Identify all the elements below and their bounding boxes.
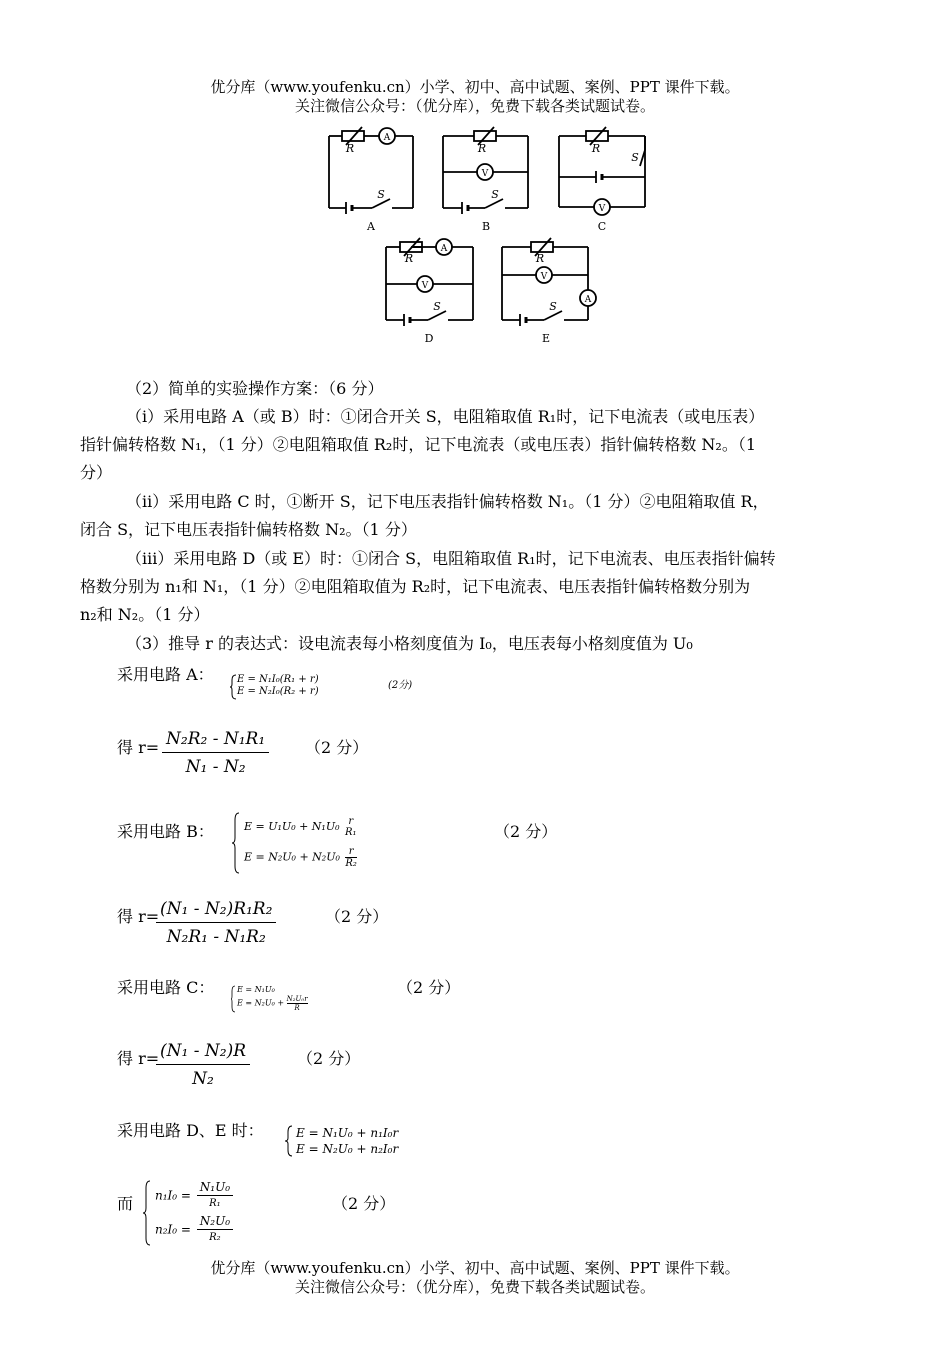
method-er-eq1-left: n₁I₀ = xyxy=(155,1188,191,1203)
method-er-eq1-frac-num: N₁U₀ xyxy=(197,1180,233,1196)
circuit-e-ammeter-letter: A xyxy=(584,295,592,305)
method-c-eq2-frac-num: N₂U₀r xyxy=(286,995,308,1003)
method-b-score: （2 分） xyxy=(494,822,558,841)
method-a-eq1: E = N₁I₀(R₁ + r) xyxy=(237,674,319,685)
method-b-result-fraction xyxy=(156,899,276,947)
section2-ii-line2: 闭合 S，记下电压表指针偏转格数 N₂。（1 分） xyxy=(80,520,417,539)
method-er-eq2-left: n₂I₀ = xyxy=(155,1222,191,1237)
method-b-label: 采用电路 B： xyxy=(117,822,214,841)
method-a-eq2: E = N₂I₀(R₂ + r) xyxy=(237,686,319,697)
method-b-eq1 xyxy=(244,816,357,838)
method-a-label: 采用电路 A： xyxy=(117,665,214,684)
footer-line-1: 优分库（www.youfenku.cn）小学、初中、高中试题、案例、PPT 课件下载。 xyxy=(210,1259,740,1277)
method-a-system xyxy=(237,674,319,698)
method-er-eq2-frac-num: N₂U₀ xyxy=(197,1214,233,1230)
method-de-eq1: E = N₁U₀ + n₁I₀r xyxy=(296,1126,399,1140)
circuit-d-s-label: S xyxy=(433,300,441,313)
circuit-c-r-label: R xyxy=(591,142,601,155)
circuit-e-s-label: S xyxy=(549,300,557,313)
method-b-result-numerator: (N₁ - N₂)R₁R₂ xyxy=(156,899,276,923)
circuit-c-caption: C xyxy=(597,220,607,233)
circuit-c-voltmeter-letter: V xyxy=(598,204,606,214)
method-c-eq1: E = N₁U₀ xyxy=(237,985,275,994)
method-a-result-prefix: 得 r= xyxy=(117,738,160,757)
method-b-eq2 xyxy=(244,846,357,869)
method-b-result-score: （2 分） xyxy=(325,907,389,926)
method-c-result-numerator: (N₁ - N₂)R xyxy=(156,1041,250,1065)
circuit-d-ammeter-letter: A xyxy=(440,244,448,254)
method-a-result-fraction xyxy=(162,729,269,777)
circuit-d-caption: D xyxy=(424,332,434,345)
circuit-d xyxy=(386,238,473,326)
section2-i-line2: 指针偏转格数 N₁，（1 分）②电阻箱取值 R₂时，记下电流表（或电压表）指针偏转格数 N₂。（1 xyxy=(80,435,756,454)
method-de-label: 采用电路 D、E 时： xyxy=(117,1121,264,1140)
method-c-score: （2 分） xyxy=(397,978,461,997)
method-c-result-fraction xyxy=(156,1041,250,1089)
method-er-eq1 xyxy=(155,1180,233,1211)
circuit-b-r-label: R xyxy=(477,142,487,155)
section2-i-line3: 分） xyxy=(80,463,113,482)
section2-iii-line2: 格数分别为 n₁和 N₁，（1 分）②电阻箱取值为 R₂时，记下电流表、电压表指针偏转格数分别为 xyxy=(80,577,751,596)
method-b-result-denominator: N₂R₁ - N₁R₂ xyxy=(166,927,266,947)
circuit-e-caption: E xyxy=(541,332,551,345)
method-b-eq1-frac-num: r xyxy=(348,816,354,827)
circuit-d-r-label: R xyxy=(404,252,414,265)
footer-line-2: 关注微信公众号：（优分库），免费下载各类试题试卷。 xyxy=(294,1278,655,1296)
method-a-score: (2分) xyxy=(388,680,413,691)
header-line-2: 关注微信公众号：（优分库），免费下载各类试题试卷。 xyxy=(294,97,655,115)
method-de-system xyxy=(296,1125,398,1157)
circuit-d-voltmeter-letter: V xyxy=(421,281,429,291)
method-c-result-prefix: 得 r= xyxy=(117,1049,160,1068)
circuit-a-ammeter-letter: A xyxy=(383,133,391,143)
method-a-result-denominator: N₁ - N₂ xyxy=(185,757,246,777)
method-er-eq2-frac-den: R₂ xyxy=(209,1232,221,1243)
method-er-eq1-frac-den: R₁ xyxy=(209,1198,221,1209)
method-b-result-prefix: 得 r= xyxy=(117,907,160,926)
section2-iii-line3: n₂和 N₂。（1 分） xyxy=(80,605,210,624)
section2-i-line1: （ⅰ）采用电路 A（或 B）时：①闭合开关 S，电阻箱取值 R₁时，记下电流表（或电压表） xyxy=(126,407,765,426)
method-er-score: （2 分） xyxy=(332,1194,396,1213)
method-c-brace xyxy=(230,985,236,1013)
section2-ii-line1: （ⅱ）采用电路 C 时，①断开 S，记下电压表指针偏转格数 N₁。（1 分）②电阻箱取值 R， xyxy=(126,492,769,511)
method-b-eq2-frac-den: R₂ xyxy=(345,858,357,869)
method-er-brace xyxy=(142,1180,152,1246)
method-c-result-score: （2 分） xyxy=(297,1049,361,1068)
circuit-c-s-label: S xyxy=(631,151,639,164)
method-c-label: 采用电路 C： xyxy=(117,978,215,997)
method-c-system xyxy=(237,985,308,1012)
method-b-eq1-left: E = U₁U₀ + N₁U₀ xyxy=(244,820,340,833)
method-a-brace xyxy=(229,674,237,700)
circuit-a-r-label: R xyxy=(345,142,355,155)
circuit-e-r-label: R xyxy=(535,252,545,265)
circuit-diagrams xyxy=(320,124,660,350)
method-b-brace xyxy=(231,812,241,874)
method-c-eq2-left: E = N₂U₀ + xyxy=(237,998,285,1008)
section2-title: （2）简单的实验操作方案：（6 分） xyxy=(126,379,384,398)
method-de-brace xyxy=(284,1125,294,1157)
method-er-eq2 xyxy=(155,1214,233,1245)
section3-title: （3）推导 r 的表达式：设电流表每小格刻度值为 I₀，电压表每小格刻度值为 U₀ xyxy=(126,634,693,653)
circuit-e-voltmeter-letter: V xyxy=(540,272,548,282)
circuit-a-s-label: S xyxy=(377,188,385,201)
method-c-eq2-frac-den: R xyxy=(294,1004,300,1012)
method-b-eq2-left: E = N₂U₀ + N₂U₀ xyxy=(244,850,340,864)
circuit-b-caption: B xyxy=(481,220,491,233)
method-er-label: 而 xyxy=(117,1194,134,1213)
header-line-1: 优分库（www.youfenku.cn）小学、初中、高中试题、案例、PPT 课件下载。 xyxy=(210,78,740,96)
circuit-a xyxy=(329,127,413,214)
method-c-result-denominator: N₂ xyxy=(192,1069,214,1089)
method-a-result-score: （2 分） xyxy=(305,738,369,757)
circuit-a-caption: A xyxy=(367,220,375,233)
circuit-b-voltmeter-letter: V xyxy=(481,169,489,179)
method-b-eq2-frac-num: r xyxy=(345,846,357,858)
circuit-b-s-label: S xyxy=(491,188,499,201)
circuit-c xyxy=(559,127,645,215)
method-a-result-numerator: N₂R₂ - N₁R₁ xyxy=(162,729,269,753)
section2-iii-line1: （ⅲ）采用电路 D（或 E）时：①闭合 S，电阻箱取值 R₁时，记下电流表、电压表指针偏转 xyxy=(126,549,776,568)
method-b-eq1-frac-den: R₁ xyxy=(345,827,357,838)
method-de-eq2: E = N₂U₀ + n₂I₀r xyxy=(296,1142,399,1156)
